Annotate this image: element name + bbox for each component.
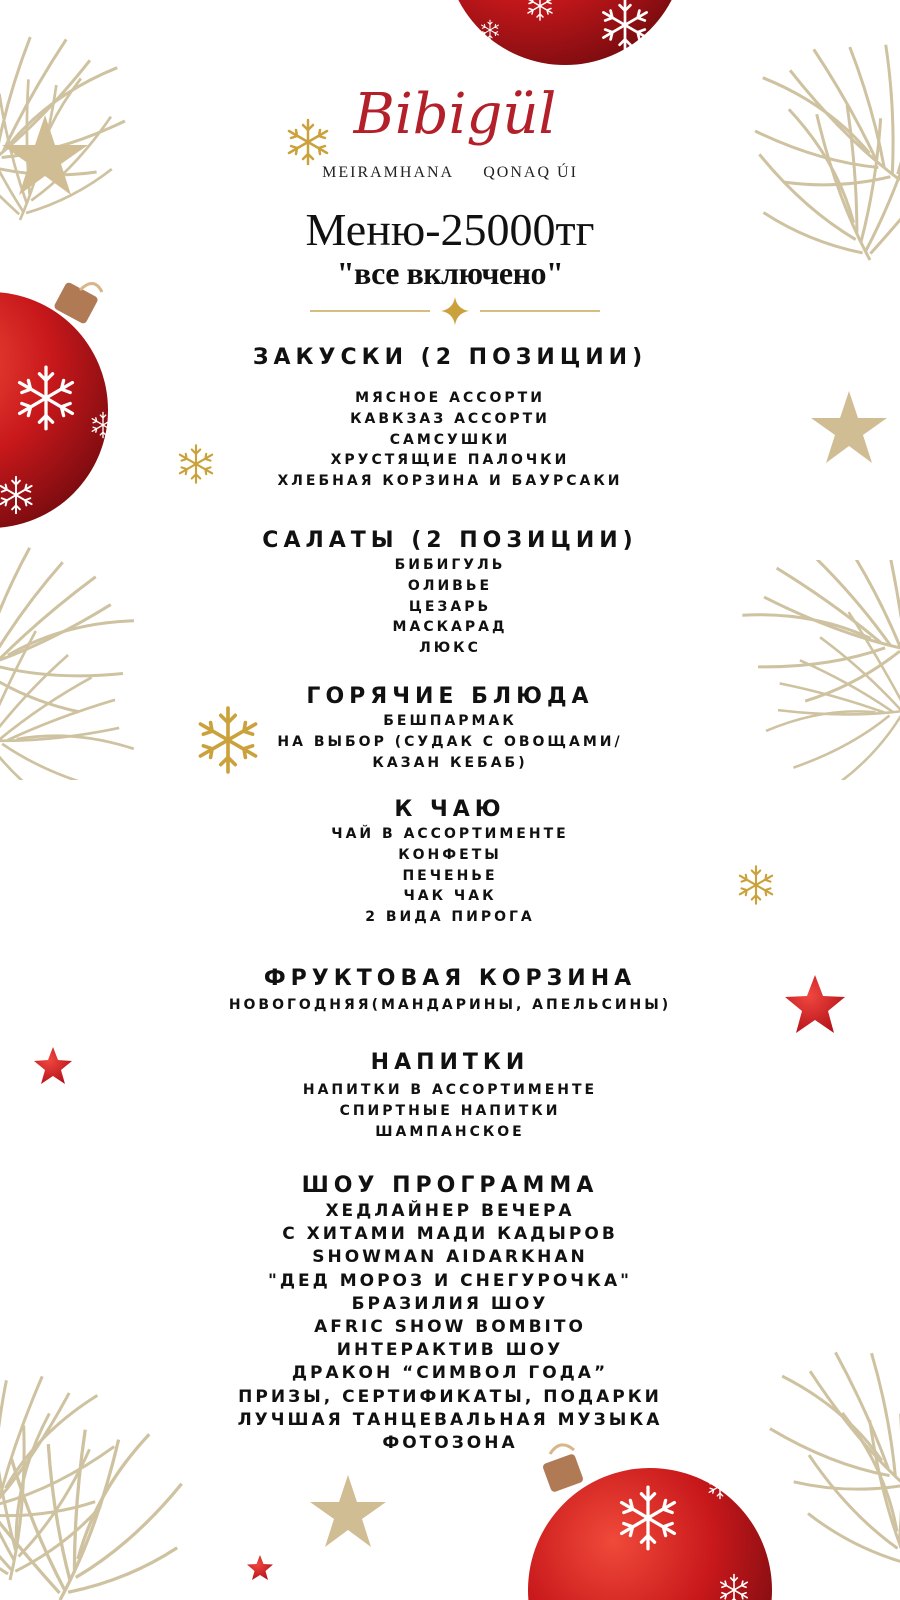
christmas-ornament-top: [450, 0, 690, 70]
menu-subtitle: "все включено": [336, 255, 564, 291]
list-item: БРАЗИЛИЯ ШОУ: [351, 1293, 549, 1314]
list-item: СПИРТНЫЕ НАПИТКИ: [339, 1102, 561, 1119]
list-item: САМСУШКИ: [389, 431, 511, 448]
list-item: НАПИТКИ В АССОРТИМЕНТЕ: [302, 1082, 598, 1098]
section-list-salads: [0, 555, 900, 659]
menu-title: Меню-25000тг: [305, 204, 595, 255]
section-list-drinks: [0, 1080, 900, 1142]
brand-tagline: [0, 164, 900, 182]
section-title-show-program: ШОУ ПРОГРАММА: [301, 1173, 599, 1198]
list-item: МАСКАРАД: [392, 619, 508, 636]
list-item: ФОТОЗОНА: [382, 1433, 518, 1454]
list-item: БИБИГУЛЬ: [394, 557, 506, 573]
brand-logo: [0, 80, 900, 150]
christmas-ornament-bottom: [520, 1440, 780, 1600]
section-list-hot-dishes: [0, 711, 900, 773]
section-title-salads: САЛАТЫ (2 ПОЗИЦИИ): [262, 528, 638, 553]
section-list-appetizers: [0, 388, 900, 492]
section-title-hot-dishes: ГОРЯЧИЕ БЛЮДА: [306, 684, 594, 709]
list-item: ЧАК ЧАК: [403, 888, 497, 905]
list-item: С ХИТАМИ МАДИ КАДЫРОВ: [282, 1224, 618, 1245]
list-item: НА ВЫБОР (СУДАК С ОВОЩАМИ/: [277, 733, 623, 750]
section-list-tea: [0, 824, 900, 928]
section-title-drinks: НАПИТКИ: [370, 1050, 530, 1075]
list-item: ХЕДЛАЙНЕР ВЕЧЕРА: [325, 1201, 575, 1221]
list-item: ХЛЕБНАЯ КОРЗИНА И БАУРСАКИ: [277, 473, 623, 490]
list-item: НОВОГОДНЯЯ(МАНДАРИНЫ, АПЕЛЬСИНЫ): [228, 997, 672, 1013]
list-item: ИНТЕРАКТИВ ШОУ: [336, 1340, 564, 1361]
section-list-fruit-basket: [0, 995, 900, 1016]
list-item: ЦЕЗАРЬ: [408, 598, 492, 615]
list-item: КАВКЗАЗ АССОРТИ: [350, 410, 550, 427]
section-title-tea: К ЧАЮ: [394, 797, 506, 822]
list-item: ОЛИВЬЕ: [407, 577, 493, 594]
list-item: ХРУСТЯЩИЕ ПАЛОЧКИ: [330, 452, 570, 469]
section-list-show-program: [0, 1200, 900, 1455]
list-item: ШАМПАНСКОЕ: [375, 1123, 525, 1140]
list-item: ЛУЧШАЯ ТАНЦЕВАЛЬНАЯ МУЗЫКА: [237, 1409, 663, 1430]
list-item: 2 ВИДА ПИРОГА: [365, 909, 535, 926]
list-item: ЛЮКС: [419, 640, 481, 657]
list-item: ПЕЧЕНЬЕ: [402, 867, 498, 884]
star-icon: [246, 1554, 274, 1582]
list-item: КОНФЕТЫ: [398, 846, 502, 863]
list-item: МЯСНОЕ АССОРТИ: [355, 390, 545, 406]
star-icon: [308, 1472, 388, 1552]
brand-tagline-right: QONAQ ÚI: [483, 164, 578, 181]
list-item: ДРАКОН “СИМВОЛ ГОДА”: [291, 1363, 609, 1384]
divider-ornament: [305, 296, 605, 326]
list-item: AFRIC SHOW BOMBITO: [314, 1317, 586, 1338]
list-item: БЕШПАРМАК: [383, 713, 517, 729]
list-item: ЧАЙ В АССОРТИМЕНТЕ: [331, 826, 569, 842]
brand-tagline-left: MEIRAMHANA: [322, 164, 454, 181]
brand-name: Bibigül: [353, 82, 557, 147]
list-item: ПРИЗЫ, СЕРТИФИКАТЫ, ПОДАРКИ: [238, 1386, 662, 1407]
list-item: "ДЕД МОРОЗ И СНЕГУРОЧКА": [268, 1270, 632, 1291]
list-item: КАЗАН КЕБАБ): [372, 754, 528, 771]
list-item: SHOWMAN AIDARKHAN: [312, 1247, 588, 1268]
section-title-appetizers: ЗАКУСКИ (2 ПОЗИЦИИ): [252, 345, 648, 370]
section-title-fruit-basket: ФРУКТОВАЯ КОРЗИНА: [263, 966, 637, 991]
